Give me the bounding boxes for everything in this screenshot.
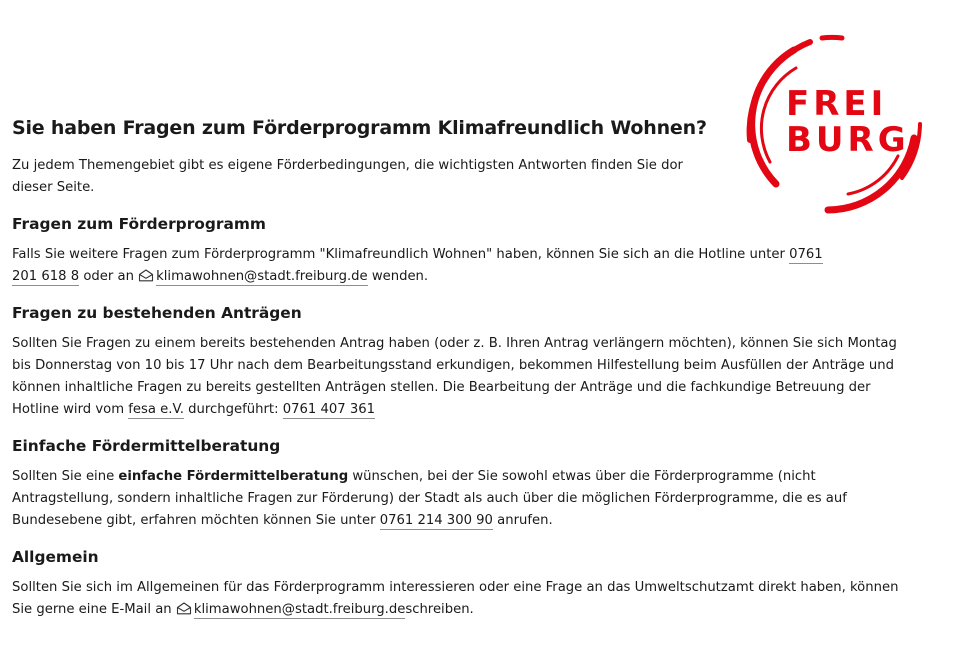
phone-part-a: 0761 xyxy=(789,247,823,262)
section-text: oder an xyxy=(79,269,139,284)
section-title-allgemein: Allgemein xyxy=(12,548,99,566)
email-link[interactable]: klimawohnen@stadt.freiburg.de xyxy=(156,269,368,284)
section-text: durchgeführt: xyxy=(183,402,283,417)
intro-paragraph xyxy=(12,155,724,199)
phone-part-b: 201 618 8 xyxy=(12,269,80,284)
section-text-antraege xyxy=(12,333,912,421)
section-text: Falls Sie weitere Fragen zum Förderprogramm "Klimafreundlich Wohnen" haben, können Sie sich an die Hotline unter xyxy=(12,247,790,262)
section-text: schreiben. xyxy=(405,602,474,617)
section-title-beratung: Einfache Fördermittelberatung xyxy=(12,437,281,455)
section-text: anrufen. xyxy=(492,513,553,528)
beratung-phone-link[interactable]: 0761 214 300 90 xyxy=(379,513,493,528)
intro-line-2: dieser Seite. xyxy=(12,180,95,195)
section-text: Sollten Sie eine xyxy=(12,469,119,484)
main-content xyxy=(12,114,912,621)
section-text: Sollten Sie sich im Allgemeinen für das Förderprogramm interessieren oder eine Frage an das Umweltschutzamt direkt haben, können Sie gerne eine E-Mail an xyxy=(12,580,899,617)
bold-text: einfache Fördermittelberatung xyxy=(118,469,349,484)
fesa-phone-link[interactable]: 0761 407 361 xyxy=(282,402,376,417)
section-text-beratung xyxy=(12,466,912,532)
page-title: Sie haben Fragen zum Förderprogramm Klimafreundlich Wohnen? xyxy=(12,117,707,139)
section-text-foerderprogramm xyxy=(12,244,912,288)
section-text: Sollten Sie Fragen zu einem bereits bestehenden Antrag haben (oder z. B. Ihren Antrag verlängern möchten), können Sie sich Montag bis Donnerstag von 10 bis 17 Uhr nach dem Bearbeitungsstand erkundigen, bekommen Hilfestellung beim Ausfüllen der Anträge und können inhaltliche Fragen zu bereits gestellten Anträgen stellen. Die Bearbeitung der Anträge und die fachkundige Betreuung der Hotline wird vom xyxy=(12,336,897,417)
section-text-allgemein xyxy=(12,577,912,621)
section-title-antraege: Fragen zu bestehenden Anträgen xyxy=(12,304,302,322)
mail-icon xyxy=(176,602,192,615)
section-text: wünschen, bei der Sie sowohl etwas über die Förderprogramme (nicht Antragstellung, sondern inhaltliche Fragen zur Förderung) der Stadt als auch über die möglichen Förderprogramme, die es auf Bundesebene gibt, erfahren möchten können Sie unter xyxy=(12,469,847,528)
intro-line-1: Zu jedem Themengebiet gibt es eigene Förderbedingungen, die wichtigsten Antworten finden Sie dor xyxy=(12,158,683,173)
logo-text-frei: FREI xyxy=(786,84,888,124)
fesa-link[interactable]: fesa e.V. xyxy=(128,402,184,417)
section-text: wenden. xyxy=(367,269,429,284)
section-title-foerderprogramm: Fragen zum Förderprogramm xyxy=(12,215,266,233)
email-link[interactable]: klimawohnen@stadt.freiburg.de xyxy=(193,602,406,617)
logo-text-burg: BURG xyxy=(786,120,910,160)
mail-icon xyxy=(138,269,154,282)
